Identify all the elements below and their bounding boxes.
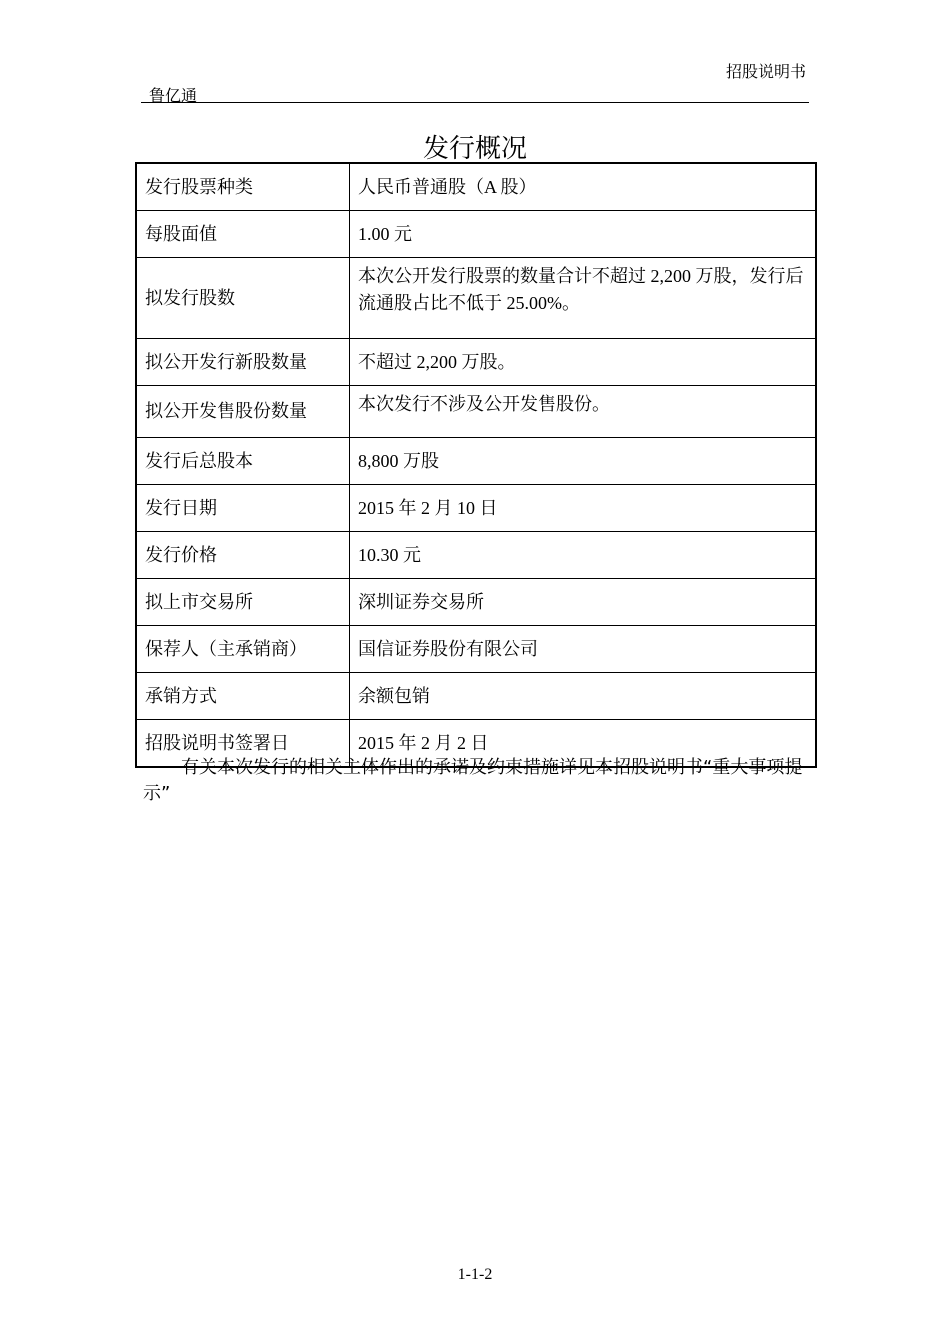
row-label: 发行价格 xyxy=(136,532,350,579)
table-row xyxy=(136,438,816,485)
row-value: 本次公开发行股票的数量合计不超过 2,200 万股，发行后流通股占比不低于 25.00%。 xyxy=(350,258,817,339)
table-row xyxy=(136,626,816,673)
page-number: 1-1-2 xyxy=(457,1266,493,1283)
row-value: 本次发行不涉及公开发售股份。 xyxy=(350,386,817,438)
header-company-name: 鲁亿通 xyxy=(149,86,198,105)
row-value: 10.30 元 xyxy=(350,532,817,579)
row-label: 招股说明书签署日 xyxy=(136,720,350,768)
row-value: 8,800 万股 xyxy=(350,438,817,485)
row-value: 2015 年 2 月 10 日 xyxy=(350,485,817,532)
table-row xyxy=(136,386,816,438)
row-value: 2015 年 2 月 2 日 xyxy=(350,720,817,768)
row-value: 不超过 2,200 万股。 xyxy=(350,339,817,386)
row-label: 拟发行股数 xyxy=(136,258,350,339)
row-value: 1.00 元 xyxy=(350,211,817,258)
table-row xyxy=(136,163,816,211)
page-title: 发行概况 xyxy=(422,134,527,164)
row-value: 人民币普通股（A 股） xyxy=(350,163,817,211)
row-value: 余额包销 xyxy=(350,673,817,720)
table-row xyxy=(136,485,816,532)
row-label: 发行日期 xyxy=(136,485,350,532)
table-row xyxy=(136,673,816,720)
table-row xyxy=(136,211,816,258)
row-label: 拟上市交易所 xyxy=(136,579,350,626)
offering-overview-table xyxy=(135,162,817,768)
row-label: 承销方式 xyxy=(136,673,350,720)
row-label: 拟公开发售股份数量 xyxy=(136,386,350,438)
table-row xyxy=(136,579,816,626)
header-doc-type: 招股说明书 xyxy=(725,62,806,81)
row-label: 发行后总股本 xyxy=(136,438,350,485)
header-divider xyxy=(141,102,809,103)
table-row xyxy=(136,339,816,386)
table-row xyxy=(136,258,816,339)
commitment-note: 有关本次发行的相关主体作出的承诺及约束措施详见本招股说明书“重大事项提示” xyxy=(143,757,803,804)
row-label: 拟公开发行新股数量 xyxy=(136,339,350,386)
row-value: 深圳证券交易所 xyxy=(350,579,817,626)
table-row xyxy=(136,532,816,579)
row-value: 国信证券股份有限公司 xyxy=(350,626,817,673)
row-label: 每股面值 xyxy=(136,211,350,258)
row-label: 发行股票种类 xyxy=(136,163,350,211)
row-label: 保荐人（主承销商） xyxy=(136,626,350,673)
